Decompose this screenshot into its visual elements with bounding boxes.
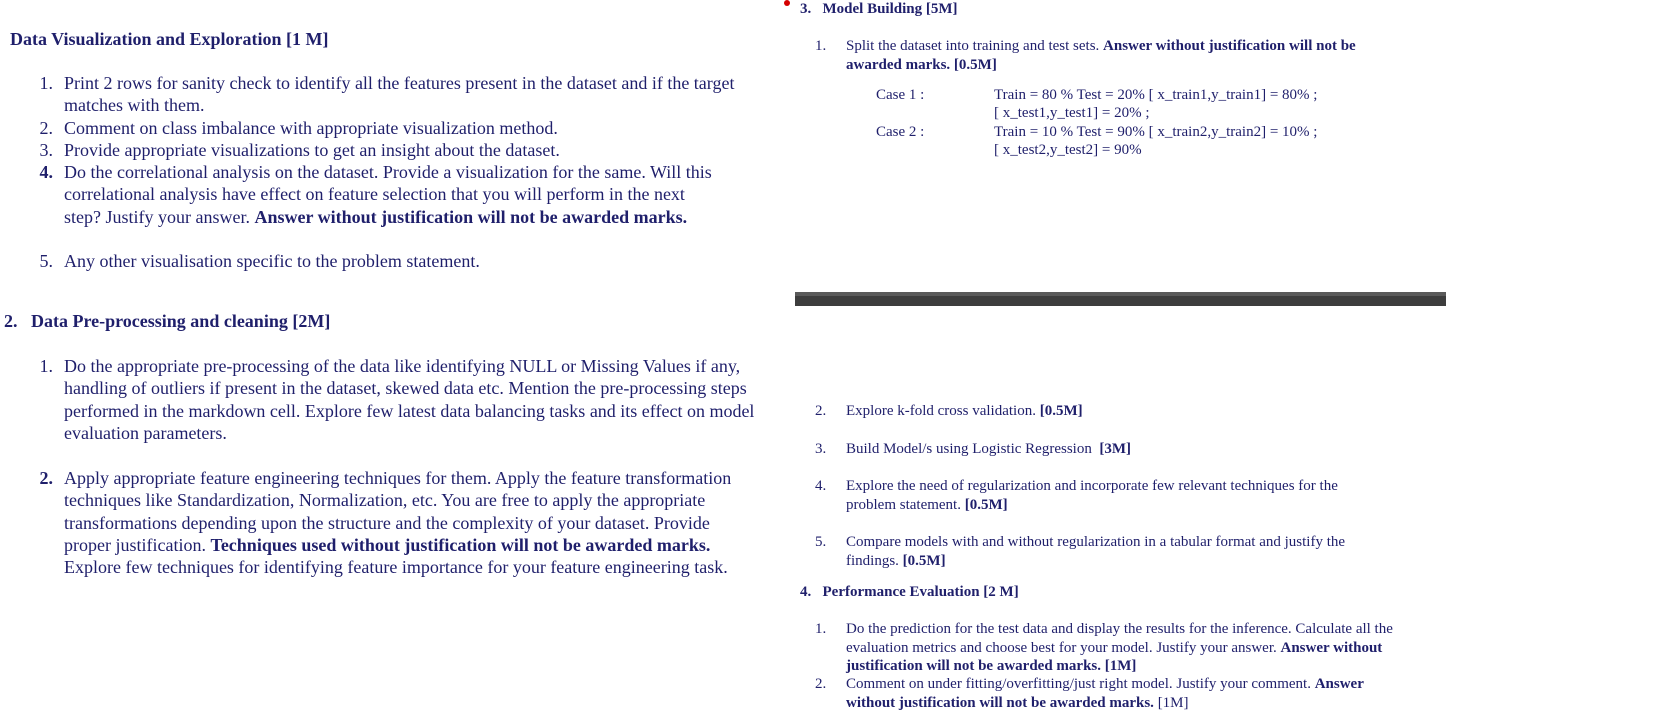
s3-item-2-num: 2. [815, 403, 827, 419]
s1-item-4-text [64, 161, 724, 228]
s1-item-4-num: 4. [39, 162, 53, 182]
s3-item-4-num: 4. [815, 478, 827, 494]
s1-item-2-num: 2. [39, 118, 53, 138]
section2-num: 2. [4, 311, 18, 331]
s4-item-1-body: Do the prediction for the test data and display the results for the inference. Calculate all the evaluation metrics and choose best for your model. Justify your answer. [846, 621, 1393, 656]
s4-item-2-body: Comment on under fitting/overfitting/just right model. Justify your comment. [846, 676, 1311, 692]
s2-item-1-text: Do the appropriate pre-processing of the data like identifying NULL or Missing Values if any, handling of outliers if present in the dataset, skewed data etc. Mention the pre-processing steps performed in the markdown cell. Explore few latest data balancing tasks and its effect on model evaluation parameters. [64, 356, 755, 443]
s3-item-3-text [846, 440, 1416, 459]
s3-item-2-text [846, 402, 1416, 421]
s3-item-4-body: Explore the need of regularization and incorporate few relevant techniques for the problem statement. [846, 478, 1338, 513]
section3-heading [800, 0, 958, 18]
s1-item-5-text: Any other visualisation specific to the problem statement. [64, 251, 480, 271]
s3-item-3-num: 3. [815, 441, 827, 457]
s1-item-5-num: 5. [39, 251, 53, 271]
s3-item-5-bold: [0.5M] [902, 552, 946, 569]
s1-item-1-text: Print 2 rows for sanity check to identify all the features present in the dataset and if the target matches with them. [64, 73, 735, 116]
s3-item-3-bold: [3M] [1099, 441, 1131, 457]
s3-item-3-body: Build Model/s using Logistic Regression [846, 441, 1092, 457]
s3-item-1-num: 1. [815, 38, 827, 54]
bullet-dot [784, 0, 790, 6]
s4-item-2-bold: Answer without justification will not be awarded marks. [846, 676, 1364, 711]
section3-num: 3. [800, 1, 812, 17]
section1-title: Data Visualization and Exploration [1 M] [10, 29, 329, 49]
case2-line2: [ x_test2,y_test2] = 90% [994, 142, 1142, 158]
s3-item-4-bold: [0.5M] [964, 496, 1008, 513]
s3-item-2-bold: [0.5M] [1039, 403, 1083, 419]
s1-item-4-body: Do the correlational analysis on the dataset. Provide a visualization for the same. Will this correlational analysis have effect on feature selection that you will perform in the next step? Justify your answer. [64, 162, 712, 227]
s4-item-1-text [846, 620, 1421, 676]
s1-item-3-num: 3. [39, 140, 53, 160]
case2-line1: Train = 10 % Test = 90% [ x_train2,y_train2] = 10% ; [994, 124, 1318, 140]
case1-label: Case 1 : [876, 87, 925, 103]
section2-title: Data Pre-processing and cleaning [2M] [31, 311, 331, 331]
s3-item-5-body: Compare models with and without regularization in a tabular format and justify the findings. [846, 534, 1346, 569]
s4-item-2-text [846, 675, 1406, 712]
s1-item-1-num: 1. [39, 73, 53, 93]
s4-item-2-tail: [1M] [1157, 694, 1189, 711]
s2-item-2-body: Apply appropriate feature engineering techniques for them. Apply the feature transformation techniques like Standardization, Normalization, etc. You are free to apply the appropriate transformations depending upon the structure and the complexity of your dataset. Provide proper justification. [64, 468, 732, 555]
s1-item-4-bold: Answer without justification will not be awarded marks. [254, 206, 688, 227]
section4-num: 4. [800, 584, 812, 600]
section4-heading [800, 583, 1019, 601]
s3-item-1-body: Split the dataset into training and test sets. [846, 38, 1100, 54]
s2-item-1-num: 1. [39, 356, 53, 376]
section4-title: Performance Evaluation [2 M] [822, 584, 1019, 600]
s3-item-4-text [846, 477, 1381, 514]
s2-item-2-bold: Techniques used without justification will not be awarded marks. [210, 534, 711, 555]
s1-item-2-text: Comment on class imbalance with appropriate visualization method. [64, 118, 558, 138]
s3-item-1-bold: Answer without justification will not be awarded marks. [0.5M] [846, 38, 1356, 73]
s1-item-3-text: Provide appropriate visualizations to get an insight about the dataset. [64, 140, 560, 160]
case2-label: Case 2 : [876, 124, 925, 140]
s3-item-5-text [846, 533, 1391, 570]
s4-item-1-num: 1. [815, 621, 827, 637]
s3-item-1-text [846, 37, 1401, 74]
s2-item-2-num: 2. [39, 468, 53, 488]
s3-item-2-body: Explore k-fold cross validation. [846, 403, 1036, 419]
case1-line1: Train = 80 % Test = 20% [ x_train1,y_train1] = 80% ; [994, 87, 1318, 103]
page-divider-bar [795, 292, 1446, 306]
s3-item-5-num: 5. [815, 534, 827, 550]
case1-line2: [ x_test1,y_test1] = 20% ; [994, 105, 1150, 121]
s2-item-2-tail: Explore few techniques for identifying feature importance for your feature engineering task. [64, 557, 728, 578]
s4-item-1-bold: Answer without justification will not be awarded marks. [1M] [846, 639, 1383, 674]
s4-item-2-num: 2. [815, 676, 827, 692]
section3-title: Model Building [5M] [822, 1, 958, 17]
section2-heading [4, 310, 330, 332]
s2-item-2-text [64, 467, 759, 578]
